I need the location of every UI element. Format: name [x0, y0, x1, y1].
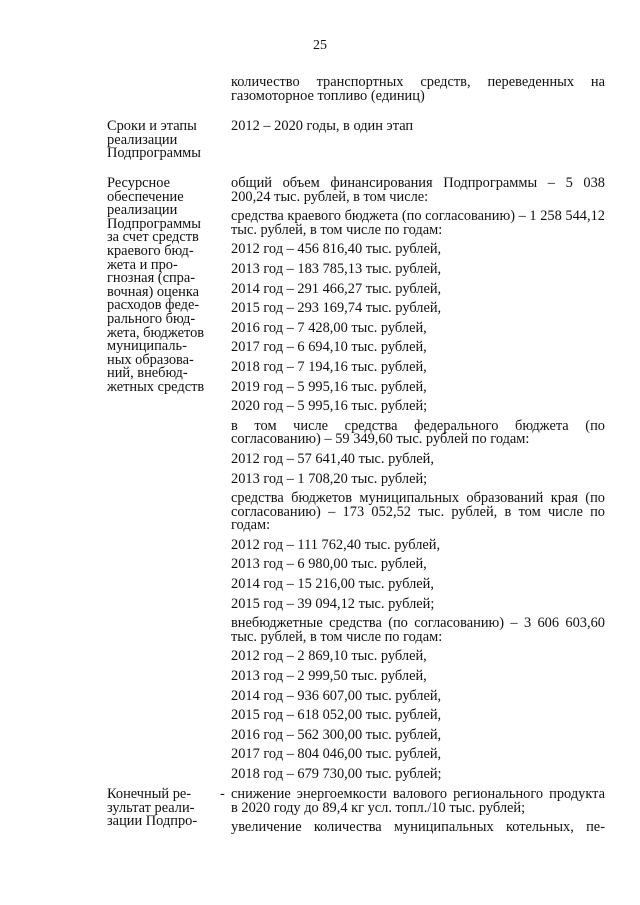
year-line: 2017 год – 804 046,00 тыс. рублей, — [231, 746, 442, 763]
year-line: 2015 год – 39 094,12 тыс. рублей; — [231, 595, 435, 612]
content-paragraph: в том числе средства федерального бюджета (по согласованию) – 59 349,60 тыс. рублей по годам: — [231, 417, 605, 448]
year-line: 2019 год – 5 995,16 тыс. рублей, — [231, 378, 427, 395]
label-line: обеспечение — [107, 188, 184, 205]
label-line: зультат реали- — [107, 799, 195, 816]
row-content — [231, 788, 605, 841]
year-line: 2018 год – 679 730,00 тыс. рублей; — [231, 766, 442, 782]
label-line: зации Подпро- — [107, 813, 198, 830]
year-line: 2013 год – 183 785,13 тыс. рублей, — [231, 260, 442, 277]
row-dash: - — [220, 786, 225, 802]
content-paragraph: увеличение количества муниципальных котельных, пе- — [231, 819, 605, 836]
label-line: за счет средств — [107, 229, 199, 246]
page-number: 25 — [313, 38, 327, 53]
year-line: 2015 год – 618 052,00 тыс. рублей, — [231, 707, 442, 724]
label-line: жетных средств — [107, 378, 205, 395]
year-line: 2013 год – 6 980,00 тыс. рублей, — [231, 556, 427, 573]
content-paragraph: 2012 – 2020 годы, в один этап — [231, 118, 414, 134]
label-line: Конечный ре- — [107, 786, 192, 802]
row-content — [231, 76, 605, 109]
year-line: 2018 год – 7 194,16 тыс. рублей, — [231, 358, 427, 375]
content-paragraph: снижение энергоемкости валового регионального продукта в 2020 году до 89,4 кг усл. топл./10 тыс. рублей; — [231, 786, 605, 816]
label-line: Подпрограммы — [107, 145, 201, 162]
year-line: 2020 год – 5 995,16 тыс. рублей; — [231, 398, 428, 415]
year-line: 2016 год – 7 428,00 тыс. рублей, — [231, 319, 427, 336]
year-line: 2014 год – 936 607,00 тыс. рублей, — [231, 687, 442, 704]
label-line: рального бюд- — [107, 310, 196, 327]
label-line: муниципаль- — [107, 338, 187, 355]
year-line: 2013 год – 2 999,50 тыс. рублей, — [231, 668, 427, 685]
label-line: расходов феде- — [107, 297, 200, 314]
row-label — [107, 120, 217, 161]
content-paragraph: средства бюджетов муниципальных образований края (по согласованию) – 173 052,52 тыс. рублей, в том числе по годам: — [231, 490, 605, 534]
row-content — [231, 177, 605, 788]
label-line: реализации — [107, 202, 178, 219]
label-line: ний, внебюд- — [107, 365, 188, 382]
label-line: реализации — [107, 131, 178, 148]
year-line: 2016 год – 562 300,00 тыс. рублей, — [231, 726, 442, 743]
label-line: гнозная (спра- — [107, 270, 196, 287]
year-line: 2012 год – 57 641,40 тыс. рублей, — [231, 450, 434, 467]
row-label — [107, 177, 217, 395]
year-line: 2017 год – 6 694,10 тыс. рублей, — [231, 339, 427, 356]
label-line: жета, бюджетов — [107, 324, 205, 341]
content-paragraph: средства краевого бюджета (по согласованию) – 1 258 544,12 тыс. рублей, в том числе по годам: — [231, 208, 605, 238]
year-line: 2012 год – 111 762,40 тыс. рублей, — [231, 536, 441, 553]
content-paragraph: количество транспортных средств, переведенных на газомоторное топливо (единиц) — [231, 74, 605, 104]
label-line: Сроки и этапы — [107, 118, 197, 134]
year-line: 2012 год – 2 869,10 тыс. рублей, — [231, 648, 427, 665]
year-line: 2015 год – 293 169,74 тыс. рублей, — [231, 300, 442, 317]
row-label — [107, 788, 217, 829]
label-line: жета и про- — [107, 256, 178, 273]
row-content — [231, 120, 605, 140]
year-line: 2012 год – 456 816,40 тыс. рублей, — [231, 241, 442, 258]
year-line: 2013 год – 1 708,20 тыс. рублей; — [231, 470, 428, 487]
year-line: 2014 год – 291 466,27 тыс. рублей, — [231, 280, 442, 297]
label-line: краевого бюд- — [107, 242, 194, 259]
content-paragraph: внебюджетные средства (по согласованию) – 3 606 603,60 тыс. рублей, в том числе по годам: — [231, 615, 605, 645]
label-line: Ресурсное — [107, 175, 170, 191]
label-line: Подпрограммы — [107, 215, 201, 232]
label-line: ных образова- — [107, 351, 194, 368]
year-line: 2014 год – 15 216,00 тыс. рублей, — [231, 576, 434, 593]
content-paragraph: общий объем финансирования Подпрограммы – 5 038 200,24 тыс. рублей, в том числе: — [231, 175, 605, 205]
label-line: вочная) оценка — [107, 283, 199, 300]
